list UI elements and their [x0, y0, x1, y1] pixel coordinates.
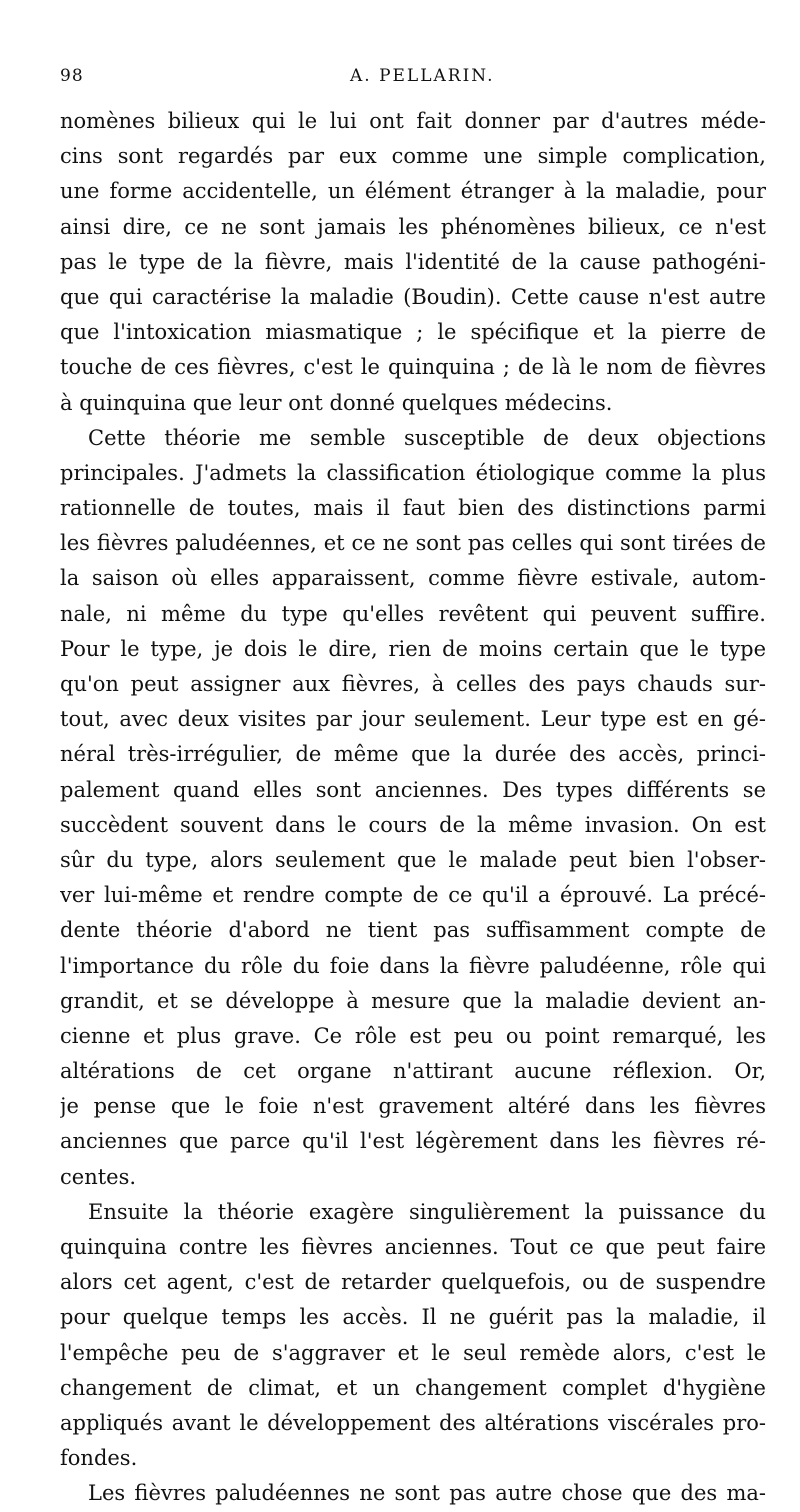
text-line: Cette théorie me semble susceptible de deux objections: [88, 425, 766, 450]
text-line: altérations de cet organe n'attirant aucune réflexion. Or,: [60, 1059, 766, 1084]
text-line: je pense que le foie n'est gravement altéré dans les fièvres: [60, 1094, 766, 1119]
running-head: [60, 66, 760, 90]
text-line: Ensuite la théorie exagère singulièrement la puissance du: [88, 1199, 766, 1224]
running-title: A. PELLARIN.: [350, 66, 495, 86]
text-line: palement quand elles sont anciennes. Des types différents se: [60, 777, 766, 802]
text-line: néral très-irrégulier, de même que la durée des accès, princi-: [60, 742, 766, 767]
text-line: ver lui-même et rendre compte de ce qu'il a éprouvé. La précé-: [60, 883, 766, 908]
text-line: appliqués avant le développement des altérations viscérales pro-: [60, 1410, 766, 1435]
text-line: pour quelque temps les accès. Il ne guérit pas la maladie, il: [60, 1305, 766, 1330]
text-line: Les fièvres paludéennes ne sont pas autre chose que des ma-: [88, 1481, 766, 1506]
text-line: l'empêche peu de s'aggraver et le seul remède alors, c'est le: [60, 1340, 766, 1365]
text-line: tout, avec deux visites par jour seulement. Leur type est en gé-: [60, 707, 766, 732]
text-line: sûr du type, alors seulement que le malade peut bien l'obser-: [60, 847, 766, 872]
page-number: 98: [60, 66, 84, 86]
text-line: alors cet agent, c'est de retarder quelquefois, ou de suspendre: [60, 1270, 766, 1295]
text-line: quinquina contre les fièvres anciennes. Tout ce que peut faire: [60, 1235, 766, 1259]
text-line: nale, ni même du type qu'elles revêtent qui peuvent suffire.: [60, 601, 766, 626]
text-line: que l'intoxication miasmatique ; le spécifique et la pierre de: [60, 320, 766, 345]
text-line: une forme accidentelle, un élément étranger à la maladie, pour: [60, 179, 766, 204]
text-line: cins sont regardés par eux comme une simple complication,: [60, 144, 766, 169]
text-line: ainsi dire, ce ne sont jamais les phénomènes bilieux, ce n'est: [60, 214, 766, 239]
body-text: [60, 104, 766, 1512]
text-line: la saison où elles apparaissent, comme fièvre estivale, autom-: [60, 566, 766, 591]
text-line: que qui caractérise la maladie (Boudin). Cette cause n'est autre: [60, 284, 766, 309]
text-line: changement de climat, et un changement complet d'hygiène: [60, 1375, 766, 1400]
text-line: nomènes bilieux qui le lui ont fait donner par d'autres méde-: [60, 109, 766, 133]
text-line: pas le type de la fièvre, mais l'identité de la cause pathogéni-: [60, 249, 766, 274]
text-line: principales. J'admets la classification étiologique comme la plus: [60, 460, 766, 485]
text-line: rationnelle de toutes, mais il faut bien des distinctions parmi: [60, 496, 766, 521]
text-line: succèdent souvent dans le cours de la même invasion. On est: [60, 812, 766, 837]
text-line: les fièvres paludéennes, et ce ne sont pas celles qui sont tirées de: [60, 531, 766, 556]
text-line: l'importance du rôle du foie dans la fièvre paludéenne, rôle qui: [60, 953, 766, 978]
text-line: à quinquina que leur ont donné quelques médecins.: [60, 390, 613, 415]
text-line: touche de ces fièvres, c'est le quinquina ; de là le nom de fièvres: [60, 355, 766, 380]
text-line: cienne et plus grave. Ce rôle est peu ou point remarqué, les: [60, 1023, 766, 1048]
text-line: grandit, et se développe à mesure que la maladie devient an-: [60, 988, 766, 1013]
text-line: centes.: [60, 1164, 137, 1189]
text-line: anciennes que parce qu'il l'est légèrement dans les fièvres ré-: [60, 1129, 766, 1154]
text-line: Pour le type, je dois le dire, rien de moins certain que le type: [60, 636, 766, 661]
text-line: fondes.: [60, 1446, 138, 1471]
text-line: dente théorie d'abord ne tient pas suffisamment compte de: [60, 918, 766, 943]
text-line: qu'on peut assigner aux fièvres, à celles des pays chauds sur-: [60, 672, 766, 696]
